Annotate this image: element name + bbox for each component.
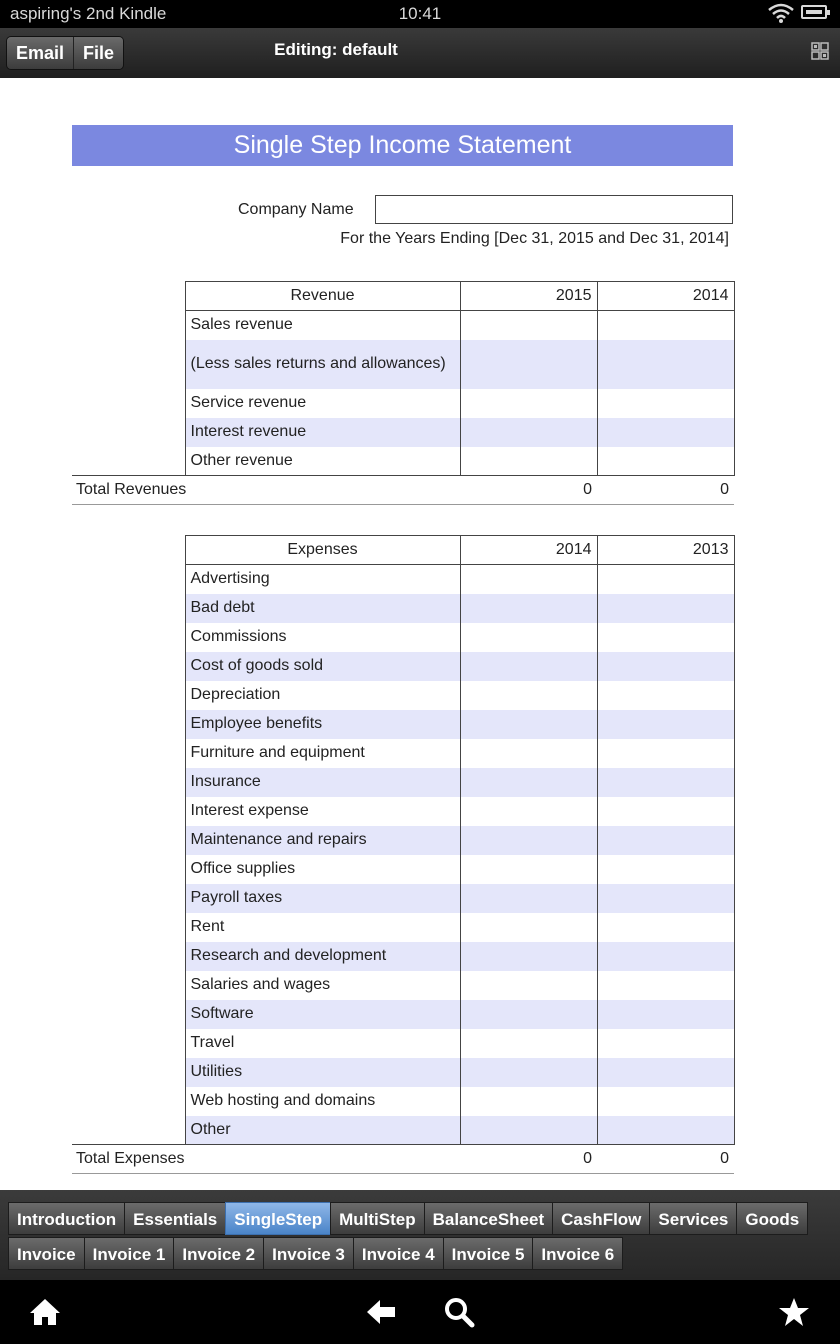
revenue-header: Revenue bbox=[185, 282, 460, 311]
spacer-cell bbox=[72, 1087, 185, 1116]
table-row bbox=[72, 739, 734, 768]
battery-icon bbox=[801, 5, 827, 19]
total-revenues-label: Total Revenues bbox=[72, 476, 460, 505]
table-row bbox=[72, 913, 734, 942]
input-cell[interactable] bbox=[597, 1029, 734, 1058]
table-row bbox=[72, 884, 734, 913]
row-label: Depreciation bbox=[185, 681, 460, 710]
row-label: Office supplies bbox=[185, 855, 460, 884]
sheet-tabs bbox=[0, 1190, 840, 1280]
input-cell[interactable] bbox=[460, 681, 597, 710]
input-cell[interactable] bbox=[597, 311, 734, 340]
expenses-header-row bbox=[72, 536, 734, 565]
total-revenues-row bbox=[72, 476, 734, 505]
input-cell[interactable] bbox=[460, 942, 597, 971]
wifi-icon bbox=[768, 3, 794, 23]
table-row bbox=[72, 340, 734, 389]
spacer-cell bbox=[72, 340, 185, 389]
input-cell[interactable] bbox=[597, 942, 734, 971]
spacer-cell bbox=[72, 913, 185, 942]
revenue-col-2015: 2015 bbox=[460, 282, 597, 311]
input-cell[interactable] bbox=[460, 855, 597, 884]
input-cell[interactable] bbox=[460, 311, 597, 340]
expenses-table bbox=[72, 535, 735, 1174]
row-label: Other bbox=[185, 1116, 460, 1145]
row-label: (Less sales returns and allowances) bbox=[185, 340, 460, 389]
input-cell[interactable] bbox=[597, 797, 734, 826]
row-label: Furniture and equipment bbox=[185, 739, 460, 768]
input-cell[interactable] bbox=[460, 565, 597, 594]
tab-balancesheet[interactable]: BalanceSheet bbox=[424, 1202, 554, 1235]
total-expenses-2014: 0 bbox=[460, 1145, 597, 1174]
spacer-cell bbox=[72, 389, 185, 418]
total-expenses-label: Total Expenses bbox=[72, 1145, 460, 1174]
tab-singlestep[interactable]: SingleStep bbox=[225, 1202, 331, 1235]
email-button[interactable]: Email bbox=[7, 37, 73, 69]
input-cell[interactable] bbox=[460, 710, 597, 739]
spacer-cell bbox=[72, 739, 185, 768]
company-name-label: Company Name bbox=[238, 201, 354, 218]
input-cell[interactable] bbox=[460, 652, 597, 681]
row-label: Research and development bbox=[185, 942, 460, 971]
row-label: Salaries and wages bbox=[185, 971, 460, 1000]
spacer-cell bbox=[72, 536, 185, 565]
input-cell[interactable] bbox=[597, 652, 734, 681]
expenses-col-2013: 2013 bbox=[597, 536, 734, 565]
navigation-bar bbox=[0, 1280, 840, 1344]
row-label: Payroll taxes bbox=[185, 884, 460, 913]
table-row bbox=[72, 1116, 734, 1145]
input-cell[interactable] bbox=[597, 594, 734, 623]
tab-introduction[interactable]: Introduction bbox=[8, 1202, 125, 1235]
tab-invoice-2[interactable]: Invoice 2 bbox=[173, 1237, 264, 1270]
input-cell[interactable] bbox=[460, 739, 597, 768]
device-name: aspiring's 2nd Kindle bbox=[10, 4, 167, 23]
company-name-input[interactable] bbox=[375, 195, 733, 224]
input-cell[interactable] bbox=[597, 739, 734, 768]
favorites-icon[interactable] bbox=[777, 1296, 811, 1328]
input-cell[interactable] bbox=[460, 418, 597, 447]
table-row bbox=[72, 447, 734, 476]
spacer-cell bbox=[72, 884, 185, 913]
input-cell[interactable] bbox=[597, 681, 734, 710]
total-revenues-2014: 0 bbox=[597, 476, 734, 505]
input-cell[interactable] bbox=[597, 565, 734, 594]
table-row bbox=[72, 1058, 734, 1087]
tab-essentials[interactable]: Essentials bbox=[124, 1202, 226, 1235]
tab-invoice-5[interactable]: Invoice 5 bbox=[443, 1237, 534, 1270]
input-cell[interactable] bbox=[597, 418, 734, 447]
table-row bbox=[72, 1000, 734, 1029]
spacer-cell bbox=[72, 652, 185, 681]
table-row bbox=[72, 797, 734, 826]
spacer-cell bbox=[72, 282, 185, 311]
spacer-cell bbox=[72, 681, 185, 710]
spacer-cell bbox=[72, 797, 185, 826]
tab-invoice-3[interactable]: Invoice 3 bbox=[263, 1237, 354, 1270]
input-cell[interactable] bbox=[597, 1058, 734, 1087]
search-icon[interactable] bbox=[442, 1296, 476, 1328]
input-cell[interactable] bbox=[597, 884, 734, 913]
tab-invoice[interactable]: Invoice bbox=[8, 1237, 85, 1270]
table-row bbox=[72, 1087, 734, 1116]
input-cell[interactable] bbox=[460, 623, 597, 652]
spacer-cell bbox=[72, 768, 185, 797]
input-cell[interactable] bbox=[460, 1000, 597, 1029]
row-label: Other revenue bbox=[185, 447, 460, 476]
input-cell[interactable] bbox=[460, 594, 597, 623]
table-row bbox=[72, 971, 734, 1000]
input-cell[interactable] bbox=[460, 1087, 597, 1116]
revenue-table bbox=[72, 281, 735, 505]
spacer-cell bbox=[72, 826, 185, 855]
revenue-col-2014: 2014 bbox=[597, 282, 734, 311]
revenue-header-row bbox=[72, 282, 734, 311]
row-label: Employee benefits bbox=[185, 710, 460, 739]
input-cell[interactable] bbox=[597, 768, 734, 797]
row-label: Maintenance and repairs bbox=[185, 826, 460, 855]
total-expenses-2013: 0 bbox=[597, 1145, 734, 1174]
editing-title: Editing: default bbox=[274, 40, 398, 59]
table-row bbox=[72, 311, 734, 340]
input-cell[interactable] bbox=[597, 1000, 734, 1029]
input-cell[interactable] bbox=[460, 1116, 597, 1145]
input-cell[interactable] bbox=[460, 447, 597, 476]
spacer-cell bbox=[72, 855, 185, 884]
row-label: Interest revenue bbox=[185, 418, 460, 447]
input-cell[interactable] bbox=[460, 797, 597, 826]
tab-multistep[interactable]: MultiStep bbox=[330, 1202, 425, 1235]
input-cell[interactable] bbox=[460, 1058, 597, 1087]
years-ending-text: For the Years Ending [Dec 31, 2015 and Dec 31, 2014] bbox=[340, 230, 729, 247]
spacer-cell bbox=[72, 1029, 185, 1058]
spacer-cell bbox=[72, 942, 185, 971]
tab-invoice-4[interactable]: Invoice 4 bbox=[353, 1237, 444, 1270]
total-revenues-2015: 0 bbox=[460, 476, 597, 505]
statement-title: Single Step Income Statement bbox=[72, 125, 733, 166]
row-label: Bad debt bbox=[185, 594, 460, 623]
input-cell[interactable] bbox=[460, 826, 597, 855]
spacer-cell bbox=[72, 418, 185, 447]
row-label: Software bbox=[185, 1000, 460, 1029]
input-cell[interactable] bbox=[460, 389, 597, 418]
total-expenses-row bbox=[72, 1145, 734, 1174]
spacer-cell bbox=[72, 1116, 185, 1145]
input-cell[interactable] bbox=[597, 1116, 734, 1145]
tab-services[interactable]: Services bbox=[649, 1202, 737, 1235]
file-button[interactable]: File bbox=[73, 37, 123, 69]
row-label: Sales revenue bbox=[185, 311, 460, 340]
row-label: Interest expense bbox=[185, 797, 460, 826]
input-cell[interactable] bbox=[597, 855, 734, 884]
tab-invoice-6[interactable]: Invoice 6 bbox=[532, 1237, 623, 1270]
row-label: Insurance bbox=[185, 768, 460, 797]
table-row bbox=[72, 768, 734, 797]
table-row bbox=[72, 1029, 734, 1058]
tab-goods[interactable]: Goods bbox=[736, 1202, 808, 1235]
table-row bbox=[72, 681, 734, 710]
table-row bbox=[72, 710, 734, 739]
table-row bbox=[72, 855, 734, 884]
input-cell[interactable] bbox=[597, 710, 734, 739]
input-cell[interactable] bbox=[597, 340, 734, 389]
back-icon[interactable] bbox=[364, 1296, 398, 1328]
spacer-cell bbox=[72, 565, 185, 594]
spacer-cell bbox=[72, 1058, 185, 1087]
input-cell[interactable] bbox=[597, 623, 734, 652]
row-label: Advertising bbox=[185, 565, 460, 594]
top-toolbar bbox=[0, 28, 840, 78]
row-label: Travel bbox=[185, 1029, 460, 1058]
tab-invoice-1[interactable]: Invoice 1 bbox=[84, 1237, 175, 1270]
row-label: Commissions bbox=[185, 623, 460, 652]
spacer-cell bbox=[72, 971, 185, 1000]
expenses-col-2014: 2014 bbox=[460, 536, 597, 565]
input-cell[interactable] bbox=[597, 389, 734, 418]
input-cell[interactable] bbox=[597, 913, 734, 942]
input-cell[interactable] bbox=[460, 971, 597, 1000]
spacer-cell bbox=[72, 311, 185, 340]
spacer-cell bbox=[72, 594, 185, 623]
tab-cashflow[interactable]: CashFlow bbox=[552, 1202, 650, 1235]
grid-icon[interactable] bbox=[811, 42, 829, 60]
spacer-cell bbox=[72, 1000, 185, 1029]
table-row bbox=[72, 565, 734, 594]
status-bar bbox=[0, 0, 840, 28]
row-label: Rent bbox=[185, 913, 460, 942]
expenses-header: Expenses bbox=[185, 536, 460, 565]
table-row bbox=[72, 418, 734, 447]
row-label: Service revenue bbox=[185, 389, 460, 418]
input-cell[interactable] bbox=[460, 1029, 597, 1058]
input-cell[interactable] bbox=[597, 971, 734, 1000]
input-cell[interactable] bbox=[597, 826, 734, 855]
home-icon[interactable] bbox=[28, 1296, 62, 1328]
input-cell[interactable] bbox=[597, 1087, 734, 1116]
input-cell[interactable] bbox=[460, 884, 597, 913]
table-row bbox=[72, 942, 734, 971]
sheet-tabs-row-2 bbox=[8, 1237, 622, 1270]
row-label: Web hosting and domains bbox=[185, 1087, 460, 1116]
table-row bbox=[72, 594, 734, 623]
row-label: Cost of goods sold bbox=[185, 652, 460, 681]
spacer-cell bbox=[72, 447, 185, 476]
row-label: Utilities bbox=[185, 1058, 460, 1087]
sheet-tabs-row-1 bbox=[8, 1202, 807, 1235]
spacer-cell bbox=[72, 623, 185, 652]
input-cell[interactable] bbox=[460, 768, 597, 797]
input-cell[interactable] bbox=[460, 913, 597, 942]
table-row bbox=[72, 623, 734, 652]
table-row bbox=[72, 389, 734, 418]
spacer-cell bbox=[72, 710, 185, 739]
clock: 10:41 bbox=[398, 4, 442, 23]
input-cell[interactable] bbox=[597, 447, 734, 476]
spreadsheet-area[interactable] bbox=[0, 78, 840, 1190]
table-row bbox=[72, 652, 734, 681]
input-cell[interactable] bbox=[460, 340, 597, 389]
table-row bbox=[72, 826, 734, 855]
